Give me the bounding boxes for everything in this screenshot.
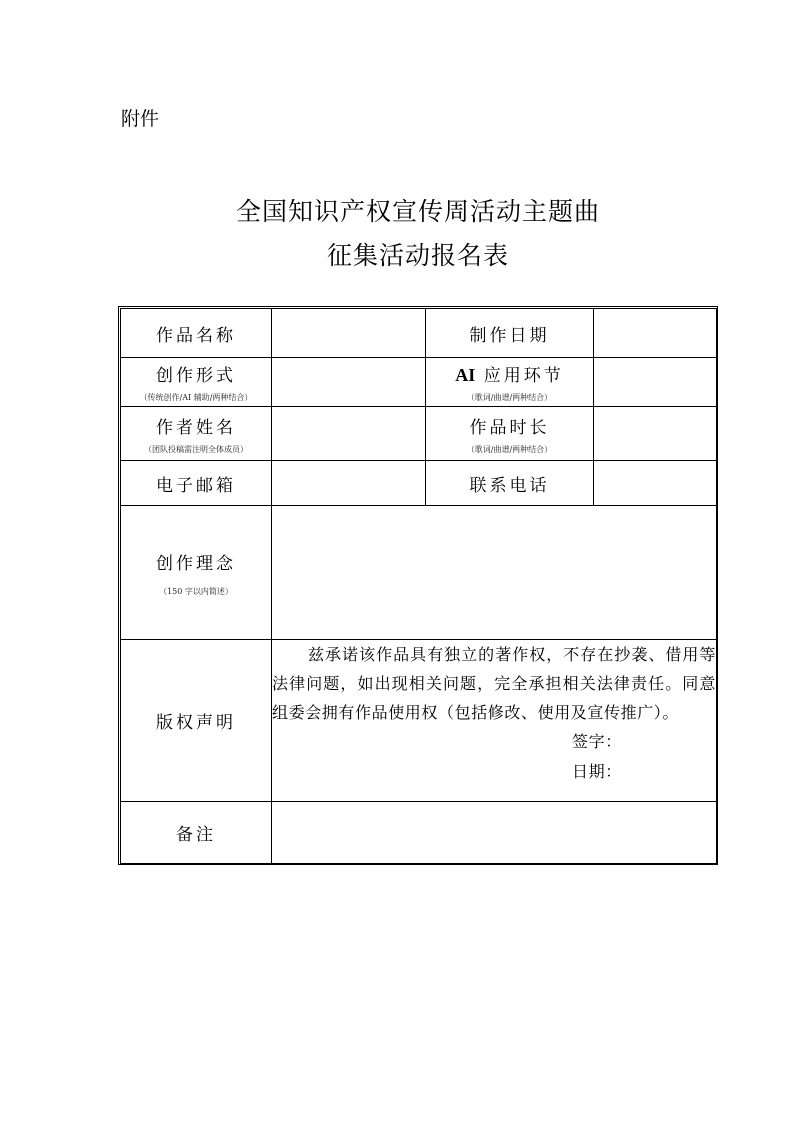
copyright-text: 兹承诺该作品具有独立的著作权，不存在抄袭、借用等法律问题，如出现相关问题，完全承担相关法律责任。同意组委会拥有作品使用权（包括修改、使用及宣传推广）。 <box>272 645 716 722</box>
label-copyright: 版权声明 <box>121 640 272 802</box>
copyright-declaration <box>272 640 717 802</box>
signature-label[interactable]: 签字： <box>572 732 622 751</box>
label-author-name <box>121 407 272 461</box>
production-date-field[interactable] <box>594 309 717 358</box>
ai-stage-text: 应用环节 <box>475 366 564 386</box>
label-concept <box>121 506 272 640</box>
registration-form-table <box>120 308 717 864</box>
creation-form-text: 创作形式 <box>156 366 236 386</box>
page-subtitle: 征集活动报名表 <box>326 241 509 270</box>
attachment-label: 附件 <box>121 108 160 130</box>
author-name-field[interactable] <box>272 407 426 461</box>
email-field[interactable] <box>272 461 426 506</box>
work-name-field[interactable] <box>272 309 426 358</box>
ai-prefix: AI <box>455 365 476 385</box>
label-production-date: 制作日期 <box>426 309 594 358</box>
concept-field[interactable] <box>272 506 717 640</box>
label-creation-form <box>121 358 272 407</box>
date-label[interactable]: 日期： <box>572 762 622 781</box>
author-name-text: 作者姓名 <box>156 417 236 438</box>
label-phone: 联系电话 <box>426 461 594 506</box>
creation-form-note: （传统创作/AI 辅助/两种结合） <box>139 393 253 402</box>
concept-text: 创作理念 <box>156 553 236 574</box>
ai-stage-field[interactable] <box>594 358 717 407</box>
author-name-note: （团队投稿需注明全体成员） <box>144 444 248 454</box>
page-title: 全国知识产权宣传周活动主题曲 <box>235 197 600 226</box>
duration-field[interactable] <box>594 407 717 461</box>
label-email: 电子邮箱 <box>121 461 272 506</box>
remarks-field[interactable] <box>272 802 717 864</box>
label-work-name: 作品名称 <box>121 309 272 358</box>
concept-note: （150 字以内简述） <box>159 586 233 596</box>
duration-note: （歌词/曲谱/两种结合） <box>466 444 553 454</box>
creation-form-field[interactable] <box>272 358 426 407</box>
label-remarks: 备注 <box>121 802 272 864</box>
label-ai-stage <box>426 358 594 407</box>
duration-text: 作品时长 <box>469 417 550 438</box>
label-duration <box>426 407 594 461</box>
phone-field[interactable] <box>594 461 717 506</box>
ai-stage-note: （歌词/曲谱/两种结合） <box>466 393 553 402</box>
